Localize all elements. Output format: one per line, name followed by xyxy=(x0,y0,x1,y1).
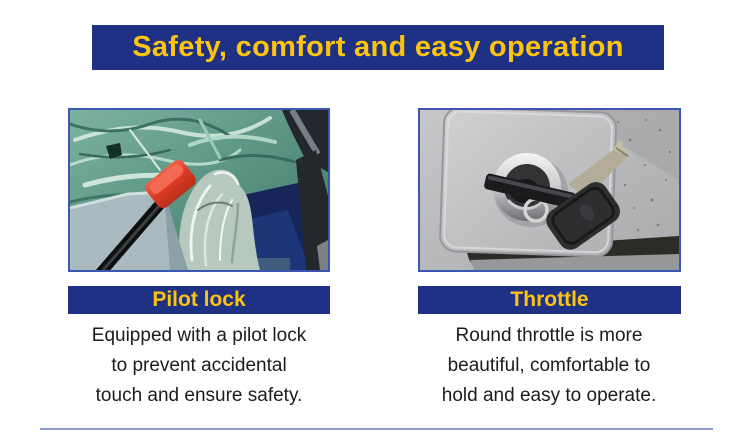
pilot-lock-illustration xyxy=(70,110,328,270)
description-line: beautiful, comfortable to xyxy=(447,355,651,376)
feature-label-text: Throttle xyxy=(510,288,589,311)
description-line: Equipped with a pilot lock xyxy=(91,325,307,346)
pilot-lock-photo xyxy=(68,108,330,272)
throttle-photo xyxy=(418,108,681,272)
feature-label-text: Pilot lock xyxy=(152,288,246,311)
feature-label-throttle xyxy=(418,286,681,314)
feature-description-pilot-lock xyxy=(48,321,350,411)
throttle-illustration xyxy=(420,110,679,270)
description-line: to prevent accidental xyxy=(111,355,287,376)
feature-label-pilot-lock xyxy=(68,286,330,314)
page-title: Safety, comfort and easy operation xyxy=(132,31,624,63)
description-line: Round throttle is more xyxy=(455,325,643,346)
feature-description-throttle xyxy=(398,321,700,411)
bottom-divider xyxy=(40,428,713,430)
description-line: hold and easy to operate. xyxy=(441,385,657,406)
description-line: touch and ensure safety. xyxy=(95,385,303,406)
header-banner xyxy=(92,25,664,70)
